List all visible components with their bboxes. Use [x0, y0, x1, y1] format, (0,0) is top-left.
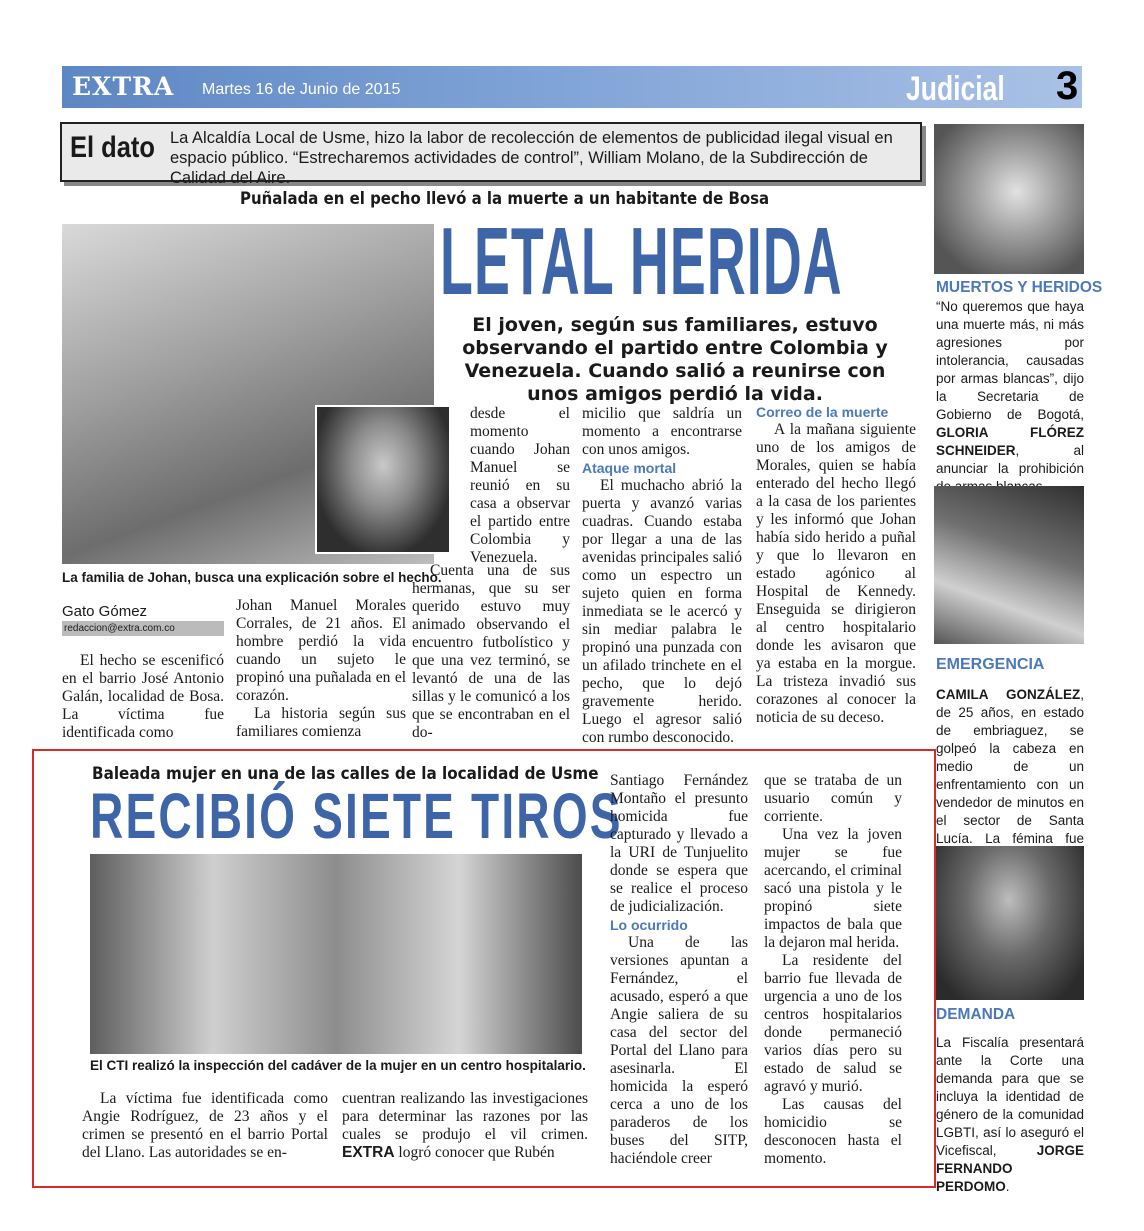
section-title: Judicial: [906, 70, 1005, 108]
speaker-photo: [934, 846, 1084, 1000]
story1-column-5: [756, 403, 916, 727]
dato-label: El dato: [70, 131, 156, 164]
subhead-lo-ocurrido: Lo ocurrido: [610, 917, 688, 933]
paragraph: Una vez la joven mujer se fue acercando, el criminal sacó una pistola y le propinó siete impactos de bala que la dejaron mal herida.: [764, 826, 902, 951]
story1-column-1: [62, 652, 224, 742]
story2-column-2: [342, 1090, 588, 1162]
sidebar-text-part: , al anunciar la prohibición: [936, 443, 1084, 476]
issue-date: Martes 16 de Junio de 2015: [202, 81, 401, 98]
paragraph: La residente del barrio fue llevada de urgencia a uno de los centros hospitalarios donde permaneció varios días pero su estado de salud se agravó y murió.: [764, 952, 902, 1095]
sidebar-title-demanda: DEMANDA: [936, 1006, 1016, 1023]
byline-name: Gato Gómez: [62, 603, 148, 620]
dato-text: La Alcaldía Local de Usme, hizo la labor de recolección de elementos de publicidad ilegal visual en espacio público. “Estrecharemos actividades de control”, William Molano, de la Subdirección de Calidad del Aire.: [170, 129, 893, 187]
paragraph: Santiago Fernández Montaño el presunto homicida fue capturado y llevado a la URI de Tunjuelito donde se espera que se realice el proceso de judicialización.: [610, 772, 748, 915]
sidebar-text-part: , de 25 años, en estado de embriaguez, se golpeó la cabeza en medio de un enfrentamiento con un vendedor de minutos en el sector de Santa Lucía. La fémina fue: [936, 687, 1084, 846]
story2-photo-caption: El CTI realizó la inspección del cadáver de la mujer en un centro hospitalario.: [90, 1058, 586, 1073]
story2-column-4: [764, 772, 902, 1168]
story1-kicker: Puñalada en el pecho llevó a la muerte a un habitante de Bosa: [240, 189, 770, 209]
page-number: 3: [1056, 64, 1079, 108]
sidebar-title-emergencia: EMERGENCIA: [936, 656, 1045, 673]
story1-column-2: [236, 597, 406, 741]
victim-portrait-photo: [315, 405, 451, 554]
sidebar-text-part: “No queremos que haya una muerte más, ni más agresiones por intolerancia, causadas por armas blancas”, dijo la Secretaria de Gobierno de Bogotá,: [936, 299, 1084, 422]
person-name: CAMILA GONZÁLEZ: [936, 687, 1081, 702]
paragraph: [342, 1090, 588, 1162]
paragraph: desde el momento cuando Johan Manuel se reunió en su casa a observar el partido entre Colombia y Venezuela.: [470, 405, 570, 566]
sidebar-text-part: .: [1005, 1179, 1010, 1194]
person-name: GLORIA FLÓREZ SCHNEIDER: [936, 425, 1084, 458]
newspaper-logo: EXTRA: [72, 72, 175, 101]
byline-email: redaccion@extra.com.co: [62, 621, 224, 636]
injured-woman-photo: [934, 486, 1084, 644]
sidebar-text-part: La Fiscalía presentará ante la Corte una demanda para que se incluya la identidad de género de la comunidad LGBTI, así lo aseguró el Vicefiscal,: [936, 1035, 1084, 1158]
paragraph: que se trataba de un usuario común y corriente.: [764, 772, 902, 825]
paragraph: Johan Manuel Morales Corrales, de 21 años. El hombre perdió la vida cuando un sujeto le propinó una puñalada en el corazón.: [236, 597, 406, 704]
paragraph: micilio que saldría un momento a encontrarse con unos amigos.: [582, 405, 742, 458]
story1-column-3-top: [470, 405, 570, 567]
cti-inspection-photo: [90, 854, 582, 1054]
story2-column-3: [610, 772, 748, 1168]
story1-column-4: [582, 405, 742, 747]
text-part: cuentran realizando las investigaciones para determinar las razones por las cuales se produjo el vil crimen.: [342, 1090, 588, 1143]
paragraph: Cuenta una de sus hermanas, que su ser querido estuvo muy animado observando el encuentro futbolístico y que una vez terminó, se levantó de una de las sillas y le comunicó a los que se encontraban en el do-: [412, 562, 570, 741]
paragraph: A la mañana siguiente uno de los amigos de Morales, quien se había enterado del hecho llegó a la casa de los parientes y les informó que Johan había sido herido a puñal y que lo llevaron en estado agónico al Hospital de Kennedy. Enseguida se dirigieron al centro hospitalario donde les avisaron que ya estaba en la morgue. La tristeza invadió sus corazones al conocer la noticia de su deceso.: [756, 421, 916, 726]
story2-kicker: Baleada mujer en una de las calles de la localidad de Usme: [92, 764, 599, 783]
sidebar-text-muertos: [936, 298, 1084, 496]
story1-deck: El joven, según sus familiares, estuvo observando el partido entre Colombia y Venezuela. Cuando salió a reunirse con unos amigos perdió la vida.: [462, 314, 888, 405]
story1-column-3-bottom: [412, 562, 570, 742]
paragraph: La historia según sus familiares comienza: [236, 705, 406, 740]
person-name: JORGE FERNANDO PERDOMO: [936, 1143, 1084, 1194]
story1-photo-caption: La familia de Johan, busca una explicación sobre el hecho.: [62, 570, 442, 585]
official-portrait-photo: [934, 124, 1084, 274]
story1-headline: LETAL HERIDA: [440, 208, 843, 315]
paragraph: Una de las versiones apuntan a Fernández, el acusado, esperó a que Angie saliera de su casa del sector del Portal del Llano para asesinarla. El homicida la esperó cerca a uno de los paraderos de los buses del SITP, haciéndole creer: [610, 934, 748, 1167]
story2-headline: RECIBIÓ SIETE TIROS: [90, 780, 623, 852]
paragraph: El hecho se escenificó en el barrio José Antonio Galán, localidad de Bosa. La víctima fue identificada como: [62, 652, 224, 741]
subhead-ataque-mortal: Ataque mortal: [582, 460, 677, 476]
sidebar-title-muertos: MUERTOS Y HERIDOS: [936, 279, 1103, 296]
sidebar-text-demanda: [936, 1034, 1084, 1196]
paragraph: El muchacho abrió la puerta y avanzó varias cuadras. Cuando estaba por llegar a una de las avenidas principales salió como un espectro un sujeto quien en forma inmediata se le acercó y sin mediar palabra le propinó una punzada con un afilado trinchete en el pecho, que lo dejó gravemente herido. Luego el agresor salió con rumbo desconocido.: [582, 477, 742, 746]
story2-column-1: [82, 1090, 328, 1162]
subhead-correo-de-la-muerte: Correo de la muerte: [756, 404, 889, 420]
brand-name: EXTRA: [342, 1144, 395, 1161]
paragraph: Las causas del homicidio se desconocen hasta el momento.: [764, 1096, 902, 1167]
paragraph: La víctima fue identificada como Angie Rodríguez, de 23 años y el crimen se presentó en el barrio Portal del Llano. Las autoridades se en-: [82, 1090, 328, 1161]
text-part: logró conocer que Rubén: [398, 1144, 555, 1161]
